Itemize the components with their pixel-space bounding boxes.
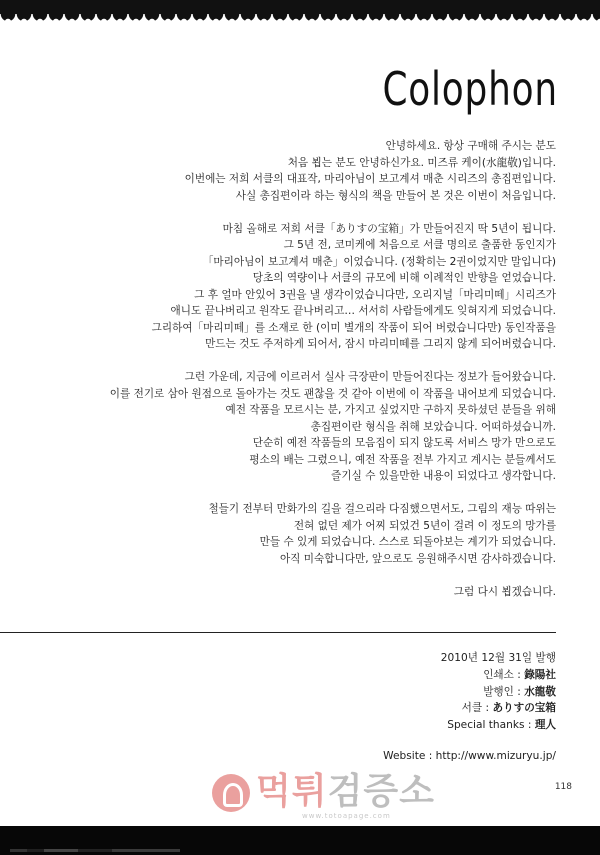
text-line: 예전 작품을 모르시는 분, 가지고 싶었지만 구하지 못하셨던 분들을 위해 bbox=[225, 404, 556, 416]
text-line: 당초의 역량이나 서클의 규모에 비해 이례적인 반향을 얻었습니다. bbox=[252, 272, 556, 284]
text-line: 그리하여「마리미떼」를 소재로 한 (이미 별개의 작품이 되어 버렸습니다만) 동인작품을 bbox=[151, 321, 556, 334]
letter-body bbox=[36, 138, 556, 600]
text-line: 처음 뵙는 분도 안녕하신가요. 미즈류 케이(水龍敬)입니다. bbox=[287, 156, 556, 169]
text-line: 아직 미숙합니다만, 앞으로도 응원해주시면 감사하겠습니다. bbox=[279, 552, 556, 565]
text-line: 평소의 배는 그렸으니, 예전 작품을 전부 가지고 계시는 분들께서도 bbox=[249, 453, 556, 466]
text-line: 그럼 다시 뵙겠습니다. bbox=[453, 585, 556, 598]
text-line: 단순히 예전 작품들의 모음집이 되지 않도록 서비스 망가 만으로도 bbox=[252, 437, 556, 449]
text-line: 전혀 없던 제가 어찌 되었건 5년이 걸려 이 정도의 망가를 bbox=[293, 519, 556, 532]
website-link[interactable]: Website : http://www.mizuryu.jp/ bbox=[383, 749, 556, 762]
watermark-seal-icon bbox=[212, 774, 250, 812]
text-line: 이를 전기로 삼아 원점으로 돌아가는 것도 괜찮을 것 같아 이번에 이 작품을 내어보게 되었습니다. bbox=[109, 387, 556, 400]
divider-line bbox=[0, 632, 556, 633]
thanks-label: Special thanks : bbox=[447, 719, 535, 732]
text-line: 안녕하세요. 항상 구매해 주시는 분도 bbox=[385, 140, 556, 152]
lace-border-top bbox=[0, 0, 600, 30]
colophon-block bbox=[236, 650, 556, 765]
paragraph-gap bbox=[36, 567, 556, 584]
page-number: 118 bbox=[554, 782, 572, 792]
printer-label: 인쇄소 : bbox=[483, 668, 525, 681]
publisher-value: 水龍敬 bbox=[524, 685, 556, 698]
text-line: 그런 가운데, 지금에 이르러서 실사 극장판이 만들어진다는 정보가 들어왔습니다. bbox=[184, 371, 556, 383]
publisher-row bbox=[236, 684, 556, 701]
watermark-text-gray: 검증소 bbox=[327, 771, 435, 812]
publisher-label: 발행인 : bbox=[483, 685, 525, 698]
paragraph-gap bbox=[36, 204, 556, 221]
watermark-logo bbox=[212, 770, 442, 820]
watermark-text-red: 먹튀 bbox=[256, 771, 328, 812]
text-line: 만드는 것도 주저하게 되어서, 잠시 마리미떼를 그리지 않게 되어버렸습니다. bbox=[205, 338, 556, 350]
paragraph-gap bbox=[36, 353, 556, 370]
watermark-text bbox=[256, 772, 435, 812]
thanks-row bbox=[236, 717, 556, 734]
text-line: 마침 올해로 저희 서클「ありすの宝箱」가 만들어진지 딱 5년이 됩니다. bbox=[222, 222, 556, 235]
bottom-scan-bar bbox=[0, 826, 600, 855]
circle-value: ありすの宝箱 bbox=[492, 702, 556, 715]
text-line: 사실 총집편이라 하는 형식의 책을 만들어 본 것은 이번이 처음입니다. bbox=[235, 189, 556, 202]
watermark-url: www.totoapage.com bbox=[302, 812, 391, 820]
paragraph-gap bbox=[36, 485, 556, 502]
circle-label: 서클 : bbox=[461, 702, 493, 715]
page-title: Colophon bbox=[382, 62, 558, 116]
text-line: 즐기실 수 있을만한 내용이 되었다고 생각합니다. bbox=[331, 470, 556, 482]
text-line: 철들기 전부터 만화가의 길을 걸으리라 다짐했으면서도, 그림의 재능 따위는 bbox=[208, 503, 556, 515]
text-line: 그 5년 전, 코미케에 처음으로 서클 명의로 출품한 동인지가 bbox=[283, 239, 556, 251]
text-line: 만들 수 있게 되었습니다. 스스로 되돌아보는 계기가 되었습니다. bbox=[259, 536, 556, 548]
printer-row bbox=[236, 667, 556, 684]
text-line: 「마리아님이 보고계셔 매춘」이었습니다. (정확히는 2권이었지만 말입니다) bbox=[202, 255, 556, 268]
circle-row bbox=[236, 700, 556, 717]
publish-date: 2010년 12월 31일 발행 bbox=[440, 652, 556, 664]
text-line: 그 후 얼마 안있어 3권을 낼 생각이었습니다만, 오리지널「마리미떼」시리즈가 bbox=[194, 288, 556, 301]
text-line: 이번에는 저희 서클의 대표작, 마리아님이 보고계셔 매춘 시리즈의 총집편입니다. bbox=[184, 173, 556, 185]
thanks-value: 理人 bbox=[534, 719, 556, 732]
text-line: 총집편이란 형식을 취해 보았습니다. 어떠하셨습니까. bbox=[310, 420, 556, 433]
text-line: 애니도 끝나버리고 원작도 끝나버리고… 서서히 사람들에게도 잊혀지게 되었습니다. bbox=[170, 305, 556, 317]
printer-value: 錄陽社 bbox=[524, 668, 556, 681]
